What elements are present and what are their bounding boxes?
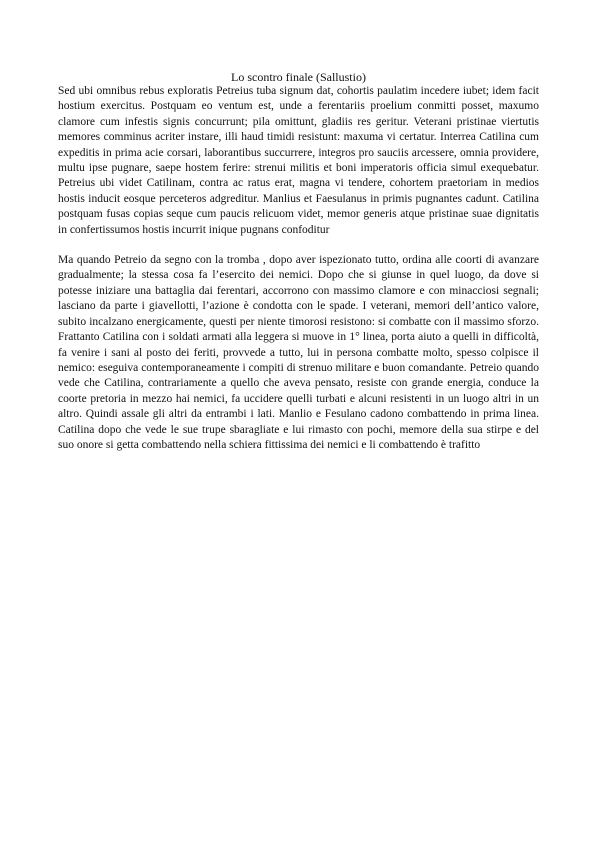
latin-paragraph: Sed ubi omnibus rebus exploratis Petreius tuba signum dat, cohortis paulatim incedere iubet; idem facit hostium exercitus. Postquam eo ventum est, unde a ferentariis proelium conmitti posset, maxumo clamore cum infestis signis concurrunt; pila omittunt, gladiis res geritur. Veterani pristinae viertutis memores comminus acriter instare, illi haud timidi resistunt: maxuma vi certatur. Interrea Catilina cum expeditis in prima acie corsari, laborantibus succurrere, integros pro sauciis arcessere, omnia providere, multu ipse pugnare, saepe hostem ferire: strenui militis et boni imperatoris officia simul exequebatur. Petreius ubi videt Catilinam, contra ac ratus erat, magna vi tendere, cohortem praetoriam in medios hostis inducit eosque perceteros adgreditur. Manlius et Faesulanus in primis pugnantes cadunt. Catilina postquam fusas copias seque cum paucis relicuom videt, memor generis atque pristinae suae dignitatis in confertissumos hostis incurrit inique pugnans confoditur	[58, 85, 539, 236]
document-title: Lo scontro finale (Sallustio)	[231, 70, 366, 84]
italian-translation-paragraph: Ma quando Petreio da segno con la tromba , dopo aver ispezionato tutto, ordina alle coorti di avanzare gradualmente; la stessa cosa fa l’esercito dei nemici. Dopo che si giunse in quel luogo, da dove si potesse iniziare una battaglia dai ferentari, accorrono con massimo clamore e con minacciosi segnali; lasciano da parte i giavellotti, l’azione è condotta con le spade. I veterani, memori dell’antico valore, subito incalzano energicamente, questi per niente timorosi resistono: si combatte con il massimo sforzo. Frattanto Catilina con i soldati armati alla leggera si muove in 1° linea, porta aiuto a quelli in difficoltà, fa venire i sani al posto dei feriti, provvede a tutto, lui in persona combatte molto, spesso colpisce il nemico: eseguiva contemporaneamente i compiti di strenuo militare e buon comandante. Petreio quando vede che Catilina, contrariamente a quello che aveva pensato, resiste con grande energia, conduce la coorte pretoria in mezzo hai nemici, fa uccidere quelli turbati e alcuni resistenti in un luogo altri in un altro. Quindi assale gli altri da entrambi i lati. Manlio e Fesulano cadono combattendo in prima linea. Catilina dopo che vede le sue trupe sbaragliate e lui rimasto con pochi, memore della sua stirpe e del suo onore si getta combattendo nella schiera fittissima dei nemici e li combattendo è trafitto	[58, 254, 539, 451]
document-page	[58, 70, 539, 453]
